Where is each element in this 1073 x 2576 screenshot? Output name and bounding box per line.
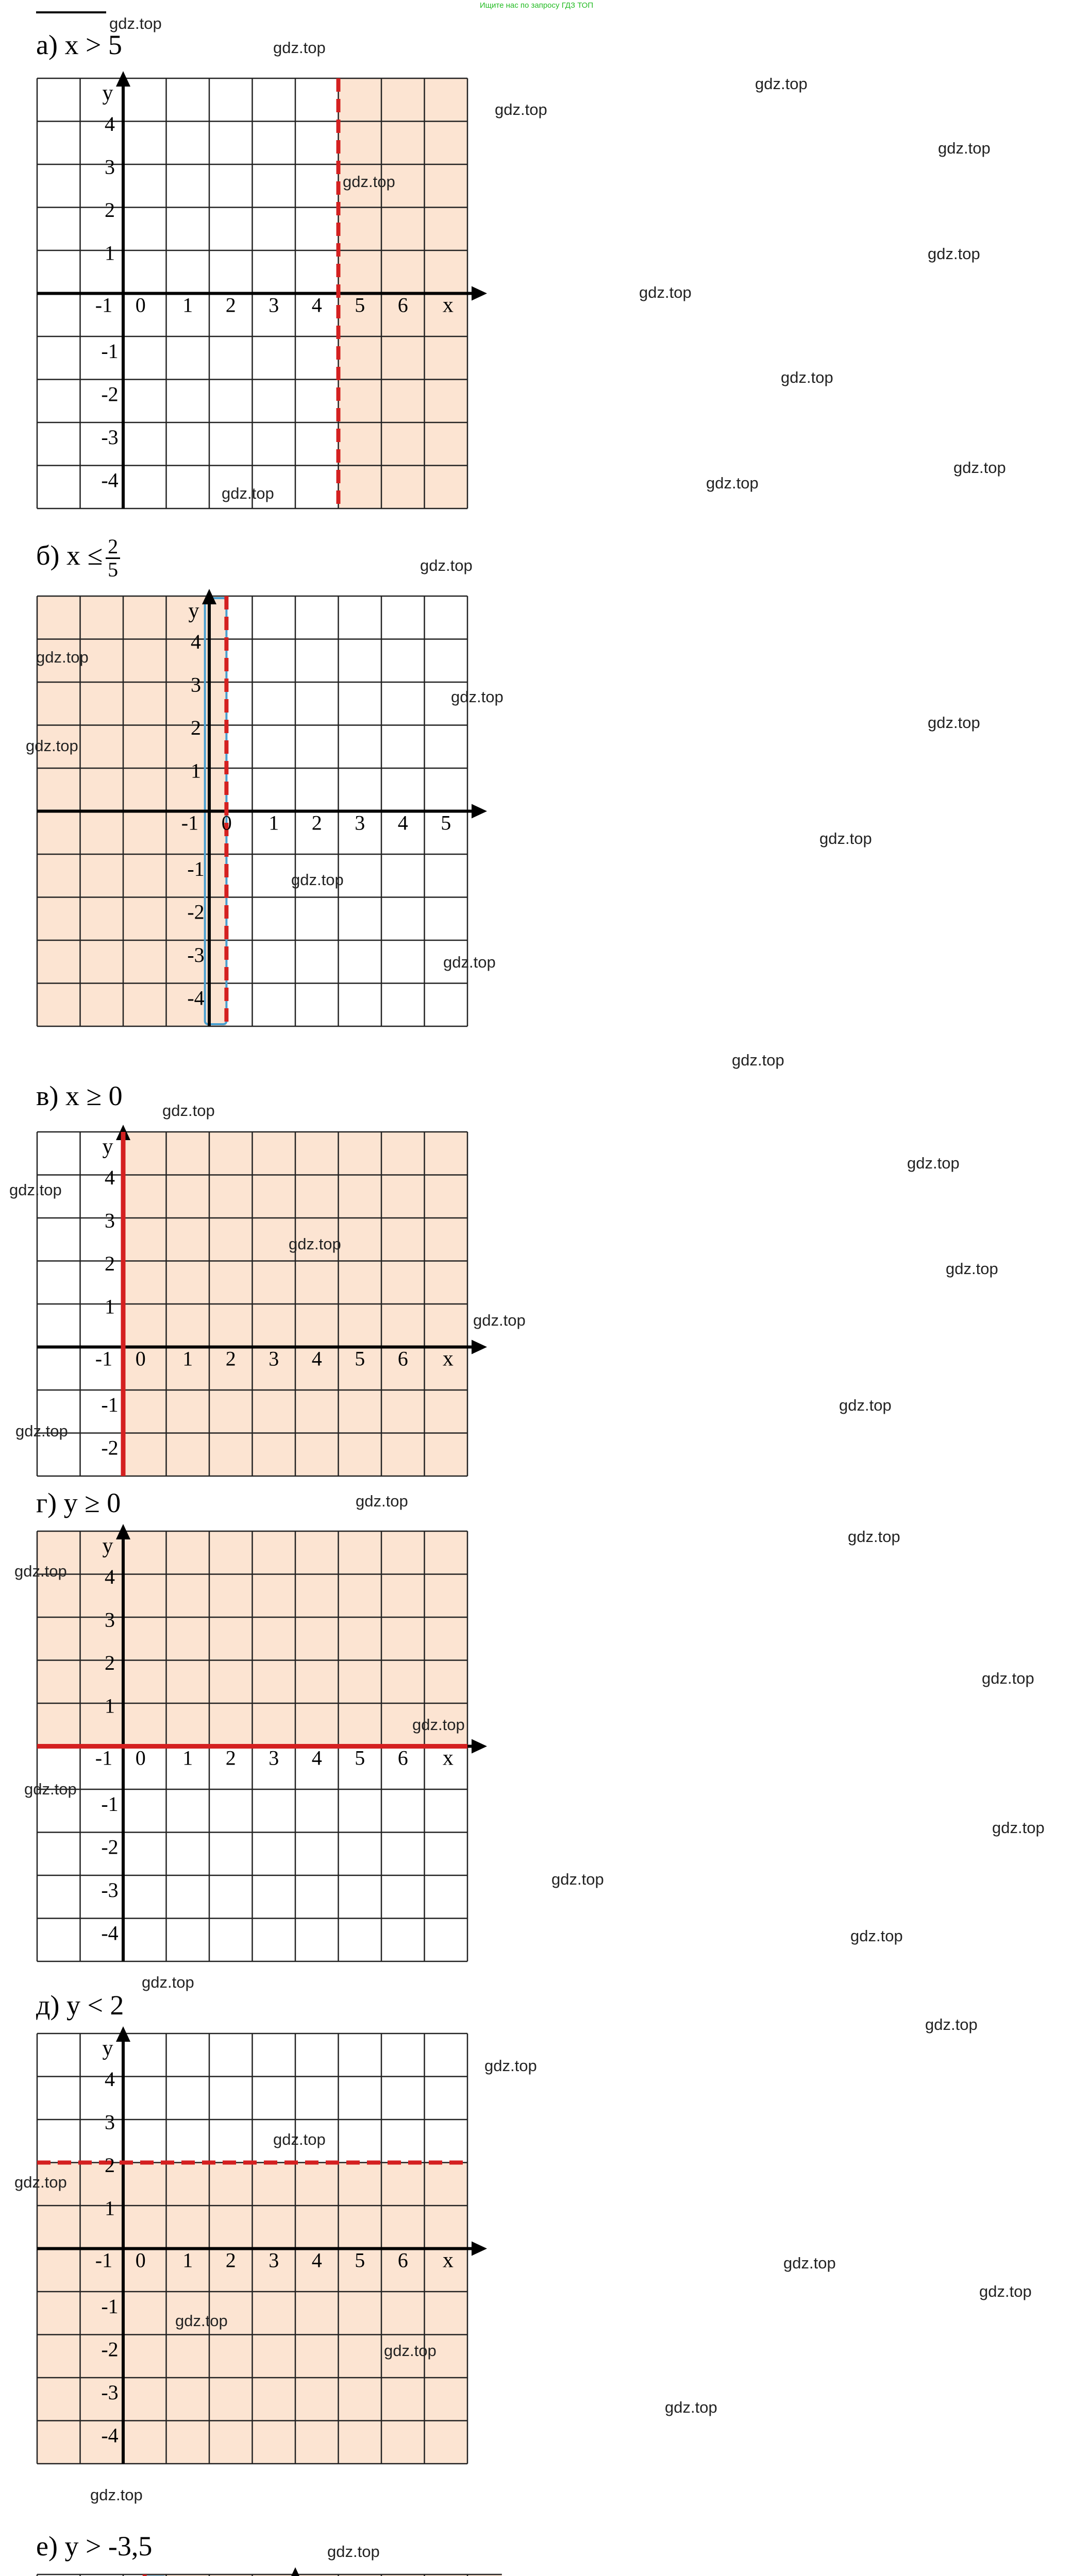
watermark-text: gdz.top bbox=[142, 1973, 194, 1991]
x-tick-label: 4 bbox=[397, 811, 408, 835]
y-tick-label: -2 bbox=[101, 2337, 119, 2361]
x-axis-arrow-icon bbox=[472, 1739, 487, 1754]
watermark-text: gdz.top bbox=[384, 2342, 437, 2360]
x-tick-label: 6 bbox=[397, 293, 408, 317]
y-tick-label: -4 bbox=[101, 468, 119, 492]
watermark-text: gdz.top bbox=[783, 2254, 836, 2272]
x-tick-label: 0 bbox=[135, 1746, 146, 1770]
graph-e bbox=[36, 2573, 464, 2576]
watermark-text: gdz.top bbox=[443, 953, 496, 971]
watermark-text: gdz.top bbox=[484, 2057, 537, 2075]
watermark-text: gdz.top bbox=[289, 1235, 341, 1253]
y-tick-label: -3 bbox=[101, 425, 119, 449]
graph-b bbox=[36, 595, 464, 1038]
watermark-text: gdz.top bbox=[819, 829, 872, 848]
watermark-text: gdz.top bbox=[850, 1927, 903, 1945]
heading-b bbox=[36, 536, 120, 581]
y-tick-label: -2 bbox=[101, 382, 119, 406]
fraction-denominator: 5 bbox=[108, 558, 119, 581]
fraction-numerator: 2 bbox=[106, 536, 120, 559]
watermark-text: gdz.top bbox=[907, 1154, 960, 1172]
y-tick-label: 1 bbox=[191, 759, 201, 783]
watermark-text: gdz.top bbox=[36, 648, 89, 666]
y-tick-label: -3 bbox=[101, 2380, 119, 2404]
graph-v bbox=[36, 1131, 464, 1486]
watermark-text: gdz.top bbox=[24, 1780, 77, 1798]
search-banner[interactable]: Ищите нас по запросу ГДЗ ТОП bbox=[479, 1, 594, 10]
y-tick-label: 2 bbox=[105, 2153, 115, 2177]
x-tick-label: -1 bbox=[95, 1746, 113, 1770]
x-tick-label: 0 bbox=[135, 2248, 146, 2272]
watermark-text: gdz.top bbox=[14, 1562, 67, 1580]
x-tick-label: -1 bbox=[95, 2248, 113, 2272]
x-tick-label: 3 bbox=[269, 2248, 279, 2272]
y-axis-label: y bbox=[102, 1534, 113, 1558]
y-axis-label: y bbox=[102, 1135, 113, 1159]
x-tick-label: 5 bbox=[355, 2248, 365, 2272]
y-tick-label: 2 bbox=[105, 198, 115, 222]
watermark-text: gdz.top bbox=[953, 459, 1006, 477]
x-tick-label: 0 bbox=[135, 1347, 146, 1370]
x-tick-label: 1 bbox=[182, 1347, 193, 1370]
y-tick-label: 1 bbox=[105, 1694, 115, 1718]
x-tick-label: 1 bbox=[182, 1746, 193, 1770]
watermark-text: gdz.top bbox=[928, 714, 980, 732]
x-tick-label: 5 bbox=[441, 811, 451, 835]
y-tick-label: 3 bbox=[191, 673, 201, 697]
y-tick-label: 3 bbox=[105, 2110, 115, 2134]
x-tick-label: 3 bbox=[269, 1746, 279, 1770]
y-tick-label: -1 bbox=[101, 2294, 119, 2318]
watermark-text: gdz.top bbox=[222, 484, 274, 502]
y-axis-label: y bbox=[102, 2037, 113, 2060]
x-tick-label: 5 bbox=[355, 1347, 365, 1370]
y-tick-label: 4 bbox=[105, 1565, 115, 1588]
x-tick-label: 6 bbox=[397, 1347, 408, 1370]
y-tick-label: 3 bbox=[105, 155, 115, 179]
watermark-text: gdz.top bbox=[982, 1669, 1034, 1687]
watermark-text: gdz.top bbox=[162, 1101, 215, 1120]
watermark-text: gdz.top bbox=[551, 1870, 604, 1888]
watermark-text: gdz.top bbox=[420, 556, 473, 574]
x-tick-label: 4 bbox=[311, 293, 322, 317]
y-tick-label: 2 bbox=[191, 716, 201, 739]
y-tick-label: -4 bbox=[101, 2424, 119, 2447]
heading-d: д) y < 2 bbox=[36, 1990, 124, 2021]
x-tick-label: 0 bbox=[135, 293, 146, 317]
x-axis-label: x bbox=[442, 293, 454, 317]
x-tick-label: 4 bbox=[311, 1746, 322, 1770]
watermark-text: gdz.top bbox=[273, 2130, 326, 2148]
watermark-text: gdz.top bbox=[732, 1051, 784, 1069]
watermark-text: gdz.top bbox=[273, 39, 326, 57]
watermark-text: gdz.top bbox=[755, 75, 808, 93]
watermark-text: gdz.top bbox=[938, 139, 991, 157]
watermark-text: gdz.top bbox=[706, 474, 759, 492]
y-tick-label: -4 bbox=[187, 986, 205, 1010]
watermark-text: gdz.top bbox=[451, 688, 504, 706]
watermark-text: gdz.top bbox=[848, 1528, 900, 1546]
x-tick-label: 2 bbox=[225, 293, 236, 317]
y-tick-label: 1 bbox=[105, 241, 115, 265]
heading-b-text: б) x ≤ bbox=[36, 539, 103, 571]
y-tick-label: -2 bbox=[101, 1436, 119, 1460]
watermark-text: gdz.top bbox=[495, 100, 547, 118]
watermark-text: gdz.top bbox=[979, 2282, 1032, 2300]
x-tick-label: 6 bbox=[397, 1746, 408, 1770]
watermark-text: gdz.top bbox=[327, 2543, 380, 2561]
y-tick-label: -1 bbox=[101, 339, 119, 363]
x-tick-label: 4 bbox=[311, 2248, 322, 2272]
y-tick-label: -2 bbox=[187, 900, 205, 924]
y-tick-label: 2 bbox=[105, 1651, 115, 1674]
y-tick-label: 1 bbox=[105, 2196, 115, 2220]
y-tick-label: 4 bbox=[105, 112, 115, 135]
watermark-text: gdz.top bbox=[14, 2173, 67, 2191]
watermark-text: gdz.top bbox=[781, 368, 833, 386]
x-tick-label: 4 bbox=[311, 1347, 322, 1370]
heading-v: в) x ≥ 0 bbox=[36, 1080, 123, 1111]
watermark-text: gdz.top bbox=[925, 2015, 978, 2033]
watermark-text: gdz.top bbox=[412, 1716, 465, 1734]
x-tick-label: 3 bbox=[269, 293, 279, 317]
watermark-text: gdz.top bbox=[175, 2312, 228, 2330]
heading-e: е) y > -3,5 bbox=[36, 2531, 153, 2562]
heading-a: а) x > 5 bbox=[36, 29, 122, 60]
x-axis-arrow-icon bbox=[472, 286, 487, 301]
y-tick-label: -1 bbox=[101, 1792, 119, 1816]
watermark-text: gdz.top bbox=[343, 173, 395, 191]
watermark-text: gdz.top bbox=[992, 1819, 1045, 1837]
y-tick-label: -2 bbox=[101, 1835, 119, 1859]
x-tick-label: 5 bbox=[355, 1746, 365, 1770]
y-tick-label: 4 bbox=[191, 630, 201, 653]
x-axis-arrow-icon bbox=[472, 1340, 487, 1354]
x-tick-label: -1 bbox=[95, 1347, 113, 1370]
heading-b-fraction bbox=[106, 536, 120, 581]
x-tick-label: 2 bbox=[311, 811, 322, 835]
watermark-text: gdz.top bbox=[9, 1181, 62, 1199]
watermark-text: gdz.top bbox=[928, 245, 980, 263]
x-tick-label: -1 bbox=[95, 293, 113, 317]
y-axis-label: y bbox=[102, 81, 113, 105]
x-tick-label: 2 bbox=[225, 1746, 236, 1770]
graph-d bbox=[36, 2032, 464, 2476]
y-tick-label: 1 bbox=[105, 1295, 115, 1318]
x-tick-label: 1 bbox=[182, 2248, 193, 2272]
watermark-text: gdz.top bbox=[90, 2486, 143, 2504]
watermark-text: gdz.top bbox=[15, 1422, 68, 1440]
watermark-text: gdz.top bbox=[639, 283, 692, 301]
watermark-text: gdz.top bbox=[946, 1260, 998, 1278]
x-axis-label: x bbox=[442, 1347, 454, 1371]
graph-a bbox=[36, 77, 464, 520]
x-tick-label: 2 bbox=[225, 2248, 236, 2272]
y-tick-label: -1 bbox=[187, 857, 205, 880]
y-tick-label: -3 bbox=[101, 1878, 119, 1902]
y-tick-label: 2 bbox=[105, 1251, 115, 1275]
watermark-text: gdz.top bbox=[291, 871, 344, 889]
y-tick-label: -3 bbox=[187, 943, 205, 967]
x-axis-arrow-icon bbox=[472, 804, 487, 819]
top-rule bbox=[36, 11, 106, 13]
y-tick-label: 4 bbox=[105, 1165, 115, 1189]
x-axis-label: x bbox=[442, 1746, 454, 1770]
y-tick-label: 3 bbox=[105, 1209, 115, 1232]
x-tick-label: 3 bbox=[355, 811, 365, 835]
y-tick-label: -1 bbox=[101, 1393, 119, 1416]
x-axis-label: x bbox=[442, 2248, 454, 2273]
watermark-text: gdz.top bbox=[665, 2398, 717, 2416]
x-tick-label: 1 bbox=[182, 293, 193, 317]
watermark-text: gdz.top bbox=[109, 14, 162, 32]
y-tick-label: -4 bbox=[101, 1921, 119, 1945]
x-tick-label: 2 bbox=[225, 1347, 236, 1370]
watermark-text: gdz.top bbox=[839, 1396, 892, 1414]
y-axis-label: y bbox=[188, 599, 199, 623]
heading-g: г) y ≥ 0 bbox=[36, 1487, 121, 1518]
x-tick-label: -1 bbox=[181, 811, 199, 835]
y-tick-label: 4 bbox=[105, 2067, 115, 2091]
watermark-text: gdz.top bbox=[473, 1311, 526, 1329]
x-tick-label: 5 bbox=[355, 293, 365, 317]
x-tick-label: 3 bbox=[269, 1347, 279, 1370]
y-tick-label: 3 bbox=[105, 1608, 115, 1632]
x-tick-label: 1 bbox=[269, 811, 279, 835]
x-tick-label: 0 bbox=[221, 811, 232, 835]
graph-g bbox=[36, 1530, 464, 1973]
x-tick-label: 6 bbox=[397, 2248, 408, 2272]
x-axis-arrow-icon bbox=[472, 2242, 487, 2256]
watermark-text: gdz.top bbox=[26, 737, 78, 755]
watermark-text: gdz.top bbox=[356, 1492, 408, 1510]
